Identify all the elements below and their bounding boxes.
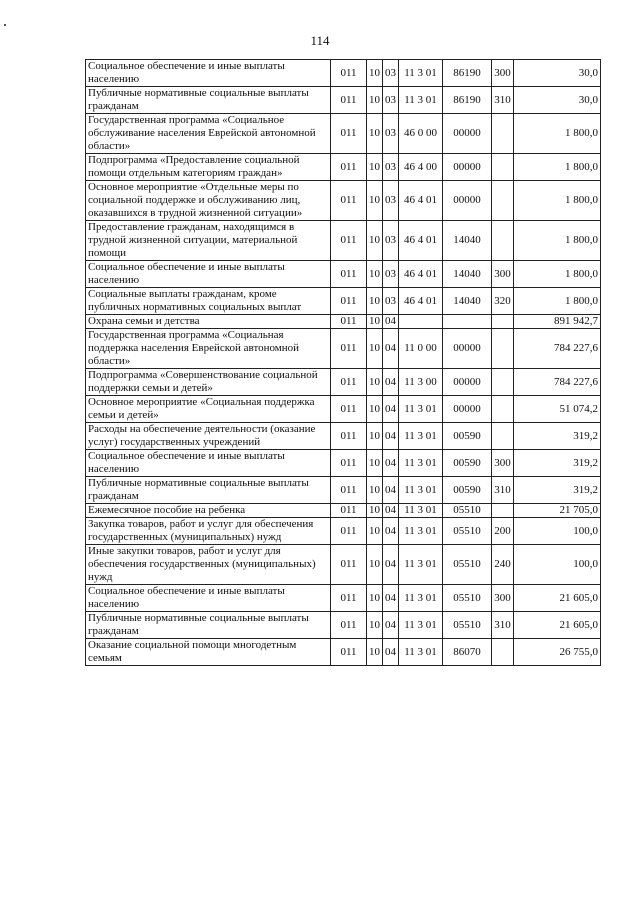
expense-type-code <box>492 114 514 154</box>
program-code: 11 3 01 <box>399 545 443 585</box>
section-code: 10 <box>367 261 383 288</box>
row-name: Государственная программа «Социальная поддержка населения Еврейской автономной области» <box>86 329 331 369</box>
row-name: Подпрограмма «Предоставление социальной помощи отдельным категориям граждан» <box>86 154 331 181</box>
program-code: 11 3 01 <box>399 396 443 423</box>
ministry-code: 011 <box>331 545 367 585</box>
program-code: 46 0 00 <box>399 114 443 154</box>
row-name: Социальное обеспечение и иные выплаты населению <box>86 60 331 87</box>
row-name: Публичные нормативные социальные выплаты гражданам <box>86 87 331 114</box>
expense-type-code: 300 <box>492 450 514 477</box>
direction-code: 00000 <box>443 114 492 154</box>
row-name: Охрана семьи и детства <box>86 315 331 329</box>
budget-table-body <box>86 60 601 666</box>
expense-type-code: 310 <box>492 87 514 114</box>
amount: 1 800,0 <box>514 261 601 288</box>
amount: 51 074,2 <box>514 396 601 423</box>
subsection-code: 04 <box>383 329 399 369</box>
ministry-code: 011 <box>331 518 367 545</box>
page-number: 114 <box>310 33 330 48</box>
amount: 891 942,7 <box>514 315 601 329</box>
section-code: 10 <box>367 315 383 329</box>
table-row <box>86 545 601 585</box>
direction-code: 05510 <box>443 612 492 639</box>
section-code: 10 <box>367 288 383 315</box>
subsection-code: 03 <box>383 60 399 87</box>
ministry-code: 011 <box>331 87 367 114</box>
expense-type-code: 240 <box>492 545 514 585</box>
subsection-code: 03 <box>383 221 399 261</box>
subsection-code: 03 <box>383 154 399 181</box>
section-code: 10 <box>367 114 383 154</box>
program-code: 11 3 00 <box>399 369 443 396</box>
amount: 784 227,6 <box>514 329 601 369</box>
expense-type-code <box>492 639 514 666</box>
amount: 100,0 <box>514 518 601 545</box>
direction-code: 05510 <box>443 545 492 585</box>
section-code: 10 <box>367 181 383 221</box>
section-code: 10 <box>367 396 383 423</box>
section-code: 10 <box>367 450 383 477</box>
expense-type-code: 310 <box>492 477 514 504</box>
section-code: 10 <box>367 60 383 87</box>
direction-code: 14040 <box>443 288 492 315</box>
ministry-code: 011 <box>331 504 367 518</box>
budget-table <box>85 59 601 666</box>
table-row <box>86 87 601 114</box>
section-code: 10 <box>367 639 383 666</box>
table-row <box>86 221 601 261</box>
ministry-code: 011 <box>331 585 367 612</box>
expense-type-code: 320 <box>492 288 514 315</box>
ministry-code: 011 <box>331 639 367 666</box>
amount: 1 800,0 <box>514 221 601 261</box>
row-name: Публичные нормативные социальные выплаты гражданам <box>86 477 331 504</box>
subsection-code: 03 <box>383 261 399 288</box>
amount: 100,0 <box>514 545 601 585</box>
table-row <box>86 181 601 221</box>
amount: 1 800,0 <box>514 181 601 221</box>
row-name: Расходы на обеспечение деятельности (оказание услуг) государственных учреждений <box>86 423 331 450</box>
ministry-code: 011 <box>331 60 367 87</box>
section-code: 10 <box>367 423 383 450</box>
direction-code: 00000 <box>443 181 492 221</box>
amount: 319,2 <box>514 450 601 477</box>
table-row <box>86 114 601 154</box>
direction-code: 00000 <box>443 329 492 369</box>
program-code: 11 3 01 <box>399 518 443 545</box>
direction-code: 00590 <box>443 423 492 450</box>
section-code: 10 <box>367 329 383 369</box>
program-code: 11 3 01 <box>399 423 443 450</box>
subsection-code: 04 <box>383 423 399 450</box>
table-row <box>86 423 601 450</box>
program-code: 46 4 01 <box>399 181 443 221</box>
expense-type-code <box>492 369 514 396</box>
section-code: 10 <box>367 504 383 518</box>
amount: 1 800,0 <box>514 114 601 154</box>
table-row <box>86 315 601 329</box>
section-code: 10 <box>367 87 383 114</box>
direction-code <box>443 315 492 329</box>
table-row <box>86 639 601 666</box>
table-row <box>86 477 601 504</box>
direction-code: 00000 <box>443 154 492 181</box>
ministry-code: 011 <box>331 315 367 329</box>
expense-type-code: 200 <box>492 518 514 545</box>
table-row <box>86 504 601 518</box>
ministry-code: 011 <box>331 114 367 154</box>
expense-type-code: 300 <box>492 60 514 87</box>
amount: 30,0 <box>514 87 601 114</box>
ministry-code: 011 <box>331 477 367 504</box>
ministry-code: 011 <box>331 423 367 450</box>
ministry-code: 011 <box>331 288 367 315</box>
expense-type-code <box>492 396 514 423</box>
table-row <box>86 585 601 612</box>
row-name: Социальное обеспечение и иные выплаты населению <box>86 261 331 288</box>
row-name: Публичные нормативные социальные выплаты гражданам <box>86 612 331 639</box>
ministry-code: 011 <box>331 612 367 639</box>
amount: 21 605,0 <box>514 585 601 612</box>
expense-type-code: 310 <box>492 612 514 639</box>
subsection-code: 04 <box>383 450 399 477</box>
program-code: 11 3 01 <box>399 612 443 639</box>
table-row <box>86 60 601 87</box>
amount: 1 800,0 <box>514 154 601 181</box>
direction-code: 00000 <box>443 369 492 396</box>
section-code: 10 <box>367 585 383 612</box>
program-code: 11 3 01 <box>399 450 443 477</box>
table-row <box>86 288 601 315</box>
amount: 1 800,0 <box>514 288 601 315</box>
program-code: 11 3 01 <box>399 87 443 114</box>
direction-code: 05510 <box>443 504 492 518</box>
amount: 30,0 <box>514 60 601 87</box>
row-name: Основное мероприятие «Отдельные меры по социальной поддержке и обслуживанию лиц, оказавшихся в трудной жизненной ситуации» <box>86 181 331 221</box>
ministry-code: 011 <box>331 396 367 423</box>
program-code: 11 3 01 <box>399 504 443 518</box>
subsection-code: 04 <box>383 612 399 639</box>
program-code: 46 4 01 <box>399 221 443 261</box>
expense-type-code <box>492 423 514 450</box>
table-row <box>86 329 601 369</box>
row-name: Иные закупки товаров, работ и услуг для обеспечения государственных (муниципальных) нужд <box>86 545 331 585</box>
subsection-code: 04 <box>383 585 399 612</box>
table-row <box>86 396 601 423</box>
ministry-code: 011 <box>331 369 367 396</box>
direction-code: 00590 <box>443 477 492 504</box>
expense-type-code <box>492 181 514 221</box>
row-name: Ежемесячное пособие на ребенка <box>86 504 331 518</box>
expense-type-code: 300 <box>492 261 514 288</box>
program-code: 46 4 01 <box>399 288 443 315</box>
subsection-code: 04 <box>383 396 399 423</box>
expense-type-code <box>492 315 514 329</box>
table-row <box>86 261 601 288</box>
row-name: Основное мероприятие «Социальная поддержка семьи и детей» <box>86 396 331 423</box>
subsection-code: 04 <box>383 504 399 518</box>
table-row <box>86 369 601 396</box>
direction-code: 86070 <box>443 639 492 666</box>
ministry-code: 011 <box>331 329 367 369</box>
section-code: 10 <box>367 477 383 504</box>
amount: 319,2 <box>514 477 601 504</box>
program-code: 46 4 01 <box>399 261 443 288</box>
program-code: 11 0 00 <box>399 329 443 369</box>
row-name: Предоставление гражданам, находящимся в трудной жизненной ситуации, материальной помощи <box>86 221 331 261</box>
section-code: 10 <box>367 518 383 545</box>
section-code: 10 <box>367 369 383 396</box>
program-code: 11 3 01 <box>399 585 443 612</box>
subsection-code: 04 <box>383 639 399 666</box>
ministry-code: 011 <box>331 181 367 221</box>
expense-type-code <box>492 504 514 518</box>
subsection-code: 03 <box>383 181 399 221</box>
subsection-code: 04 <box>383 477 399 504</box>
row-name: Подпрограмма «Совершенствование социальной поддержки семьи и детей» <box>86 369 331 396</box>
ministry-code: 011 <box>331 221 367 261</box>
direction-code: 86190 <box>443 60 492 87</box>
scan-mark <box>4 24 6 26</box>
row-name: Социальное обеспечение и иные выплаты населению <box>86 450 331 477</box>
ministry-code: 011 <box>331 261 367 288</box>
row-name: Закупка товаров, работ и услуг для обеспечения государственных (муниципальных) нужд <box>86 518 331 545</box>
section-code: 10 <box>367 612 383 639</box>
subsection-code: 03 <box>383 87 399 114</box>
direction-code: 14040 <box>443 261 492 288</box>
direction-code: 05510 <box>443 585 492 612</box>
amount: 784 227,6 <box>514 369 601 396</box>
row-name: Социальные выплаты гражданам, кроме публичных нормативных социальных выплат <box>86 288 331 315</box>
direction-code: 00590 <box>443 450 492 477</box>
table-row <box>86 154 601 181</box>
subsection-code: 03 <box>383 288 399 315</box>
subsection-code: 04 <box>383 315 399 329</box>
subsection-code: 04 <box>383 369 399 396</box>
section-code: 10 <box>367 545 383 585</box>
subsection-code: 04 <box>383 518 399 545</box>
direction-code: 14040 <box>443 221 492 261</box>
section-code: 10 <box>367 154 383 181</box>
row-name: Социальное обеспечение и иные выплаты населению <box>86 585 331 612</box>
direction-code: 00000 <box>443 396 492 423</box>
program-code <box>399 315 443 329</box>
direction-code: 86190 <box>443 87 492 114</box>
program-code: 11 3 01 <box>399 477 443 504</box>
program-code: 46 4 00 <box>399 154 443 181</box>
expense-type-code <box>492 329 514 369</box>
row-name: Оказание социальной помощи многодетным семьям <box>86 639 331 666</box>
subsection-code: 03 <box>383 114 399 154</box>
subsection-code: 04 <box>383 545 399 585</box>
expense-type-code <box>492 221 514 261</box>
expense-type-code <box>492 154 514 181</box>
table-row <box>86 450 601 477</box>
row-name: Государственная программа «Социальное обслуживание населения Еврейской автономной области» <box>86 114 331 154</box>
table-row <box>86 612 601 639</box>
amount: 26 755,0 <box>514 639 601 666</box>
ministry-code: 011 <box>331 450 367 477</box>
direction-code: 05510 <box>443 518 492 545</box>
expense-type-code: 300 <box>492 585 514 612</box>
amount: 21 705,0 <box>514 504 601 518</box>
program-code: 11 3 01 <box>399 639 443 666</box>
amount: 319,2 <box>514 423 601 450</box>
program-code: 11 3 01 <box>399 60 443 87</box>
table-row <box>86 518 601 545</box>
amount: 21 605,0 <box>514 612 601 639</box>
section-code: 10 <box>367 221 383 261</box>
ministry-code: 011 <box>331 154 367 181</box>
